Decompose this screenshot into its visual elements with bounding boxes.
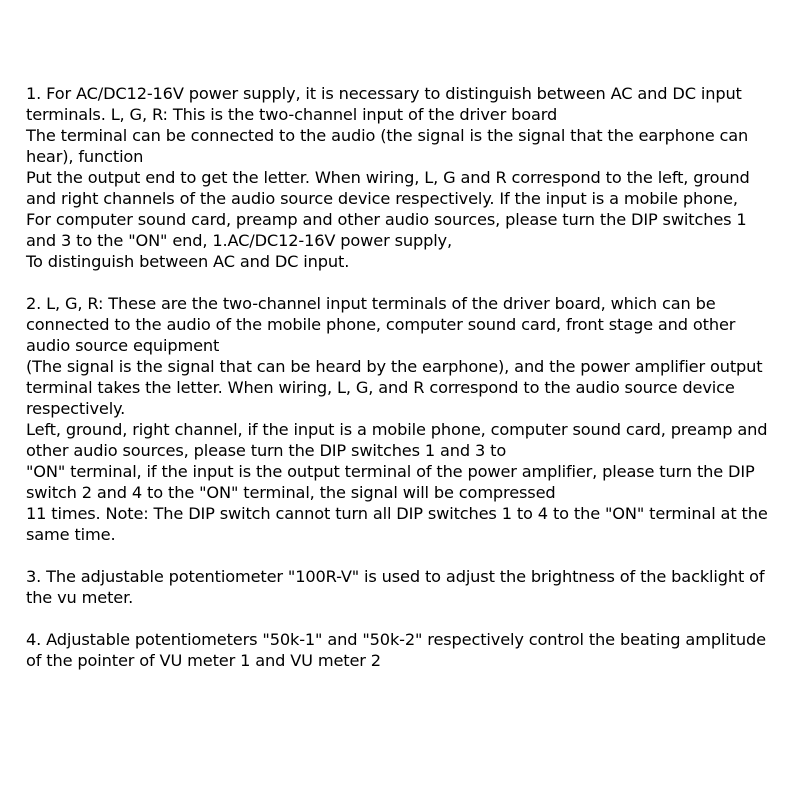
paragraph-line: 3. The adjustable potentiometer "100R-V" is used to adjust the brightness of the backlight of the vu meter. [26,567,765,607]
paragraph-line: "ON" terminal, if the input is the output terminal of the power amplifier, please turn the DIP switch 2 and 4 to the "ON" terminal, the signal will be compressed [26,462,755,502]
paragraph-line: The terminal can be connected to the audio (the signal is the signal that the earphone can hear), function [26,126,749,166]
paragraph-2 [26,293,778,545]
paragraph-line: 2. L, G, R: These are the two-channel input terminals of the driver board, which can be connected to the audio of the mobile phone, computer sound card, front stage and other audio source equipment [26,294,736,355]
paragraph-4 [26,629,778,671]
paragraph-line: (The signal is the signal that can be heard by the earphone), and the power amplifier output terminal takes the letter. When wiring, L, G, and R correspond to the audio source device respectively. [26,357,763,418]
paragraph-line: 1. For AC/DC12-16V power supply, it is necessary to distinguish between AC and DC input terminals. L, G, R: This is the two-channel input of the driver board [26,84,742,124]
paragraph-1 [26,83,778,272]
paragraph-3 [26,566,778,608]
paragraph-line: Left, ground, right channel, if the input is a mobile phone, computer sound card, preamp and other audio sources, please turn the DIP switches 1 and 3 to [26,420,768,460]
paragraph-line: 4. Adjustable potentiometers "50k-1" and "50k-2" respectively control the beating amplitude of the pointer of VU meter 1 and VU meter 2 [26,630,766,670]
paragraph-line: For computer sound card, preamp and other audio sources, please turn the DIP switches 1 and 3 to the "ON" end, 1.AC/DC12-16V power supply, [26,210,747,250]
instruction-document [26,83,778,692]
paragraph-line: 11 times. Note: The DIP switch cannot turn all DIP switches 1 to 4 to the "ON" terminal at the same time. [26,504,768,544]
paragraph-line: To distinguish between AC and DC input. [26,252,350,271]
paragraph-line: Put the output end to get the letter. When wiring, L, G and R correspond to the left, ground and right channels of the audio source device respectively. If the input is a mobile phone, [26,168,750,208]
